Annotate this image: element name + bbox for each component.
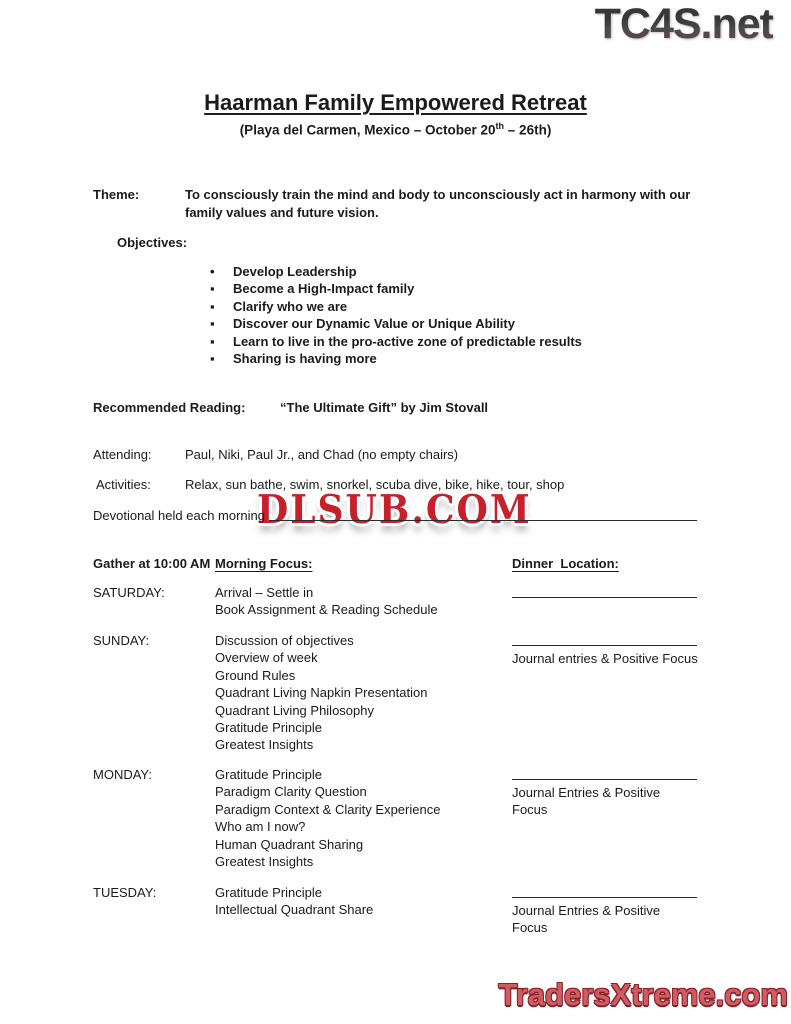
dinner-note: Journal entries & Positive Focus bbox=[512, 651, 698, 666]
objective-text: Clarify who we are bbox=[233, 298, 348, 314]
morning-item: Gratitude Principle bbox=[215, 720, 322, 736]
morning-item: Paradigm Clarity Question bbox=[215, 784, 367, 800]
objective-text: Discover our Dynamic Value or Unique Ability bbox=[233, 316, 515, 332]
objective-text: Learn to live in the pro-active zone of predictable results bbox=[233, 333, 582, 349]
recommended-reading-row bbox=[93, 399, 488, 417]
list-item bbox=[210, 333, 582, 350]
morning-item: Quadrant Living Philosophy bbox=[215, 702, 374, 718]
morning-item: Arrival – Settle in bbox=[215, 585, 314, 600]
dlsub-watermark-logo: DLSUB.COM bbox=[257, 487, 532, 533]
morning-item: Ground Rules bbox=[215, 667, 296, 683]
subtitle-superscript: th bbox=[495, 121, 505, 131]
morning-item: Overview of week bbox=[215, 650, 318, 666]
page-subtitle bbox=[0, 121, 791, 138]
day-label: SATURDAY: bbox=[93, 585, 165, 600]
objective-text: Become a High-Impact family bbox=[233, 281, 415, 297]
bullet-icon: ▪ bbox=[210, 316, 215, 332]
subtitle-post: – 26th) bbox=[504, 122, 552, 138]
day-label: TUESDAY: bbox=[93, 885, 157, 900]
activities-label: Activities: bbox=[96, 477, 151, 492]
tc4s-watermark-logo: TC4S.net bbox=[594, 0, 773, 48]
objectives-label: Objectives: bbox=[117, 235, 188, 250]
table-row bbox=[93, 584, 698, 619]
tradersxtreme-watermark-logo: TradersXtreme.com bbox=[498, 977, 788, 1012]
morning-focus-cell bbox=[215, 884, 512, 937]
blank-line bbox=[512, 632, 697, 646]
blank-line bbox=[269, 507, 697, 521]
activities-row bbox=[96, 476, 564, 494]
morning-item: Paradigm Context & Clarity Experience bbox=[215, 801, 441, 817]
morning-item: Who am I now? bbox=[215, 819, 306, 835]
theme-label: Theme: bbox=[93, 187, 140, 202]
attending-value: Paul, Niki, Paul Jr., and Chad (no empty chairs) bbox=[185, 447, 459, 462]
attending-row bbox=[93, 446, 458, 464]
table-row bbox=[93, 632, 698, 754]
bullet-icon: ▪ bbox=[210, 298, 215, 314]
morning-focus-cell bbox=[215, 766, 512, 870]
column-header-dinner-location: Dinner Location: bbox=[512, 556, 619, 571]
devotional-row bbox=[93, 507, 697, 525]
dinner-location-cell bbox=[512, 632, 698, 754]
day-label: MONDAY: bbox=[93, 767, 152, 782]
column-header-gather: Gather at 10:00 AM bbox=[93, 556, 211, 571]
dinner-note: Journal Entries & Positive Focus bbox=[512, 903, 661, 936]
objective-text: Sharing is having more bbox=[233, 351, 377, 367]
list-item bbox=[210, 263, 582, 280]
dinner-note: Journal Entries & Positive Focus bbox=[512, 785, 661, 818]
bullet-icon: ▪ bbox=[210, 281, 215, 297]
schedule-header-row bbox=[93, 555, 698, 573]
theme-row bbox=[93, 186, 705, 221]
day-label: SUNDAY: bbox=[93, 633, 150, 648]
table-row bbox=[93, 766, 698, 870]
dinner-location-cell bbox=[512, 584, 698, 619]
morning-focus-cell bbox=[215, 632, 512, 754]
list-item bbox=[210, 315, 582, 332]
morning-item: Greatest Insights bbox=[215, 854, 314, 870]
list-item bbox=[210, 350, 582, 367]
devotional-text: Devotional held each morning bbox=[93, 508, 265, 523]
blank-line bbox=[512, 884, 697, 898]
activities-value: Relax, sun bathe, swim, snorkel, scuba dive, bike, hike, tour, shop bbox=[185, 477, 565, 492]
blank-line bbox=[512, 584, 697, 598]
recommended-reading-label: Recommended Reading: bbox=[93, 400, 246, 415]
morning-item: Discussion of objectives bbox=[215, 633, 354, 648]
recommended-reading-value: “The Ultimate Gift” by Jim Stovall bbox=[280, 400, 489, 415]
bullet-icon: ▪ bbox=[210, 351, 215, 367]
table-row bbox=[93, 884, 698, 937]
morning-item: Quadrant Living Napkin Presentation bbox=[215, 685, 428, 701]
bullet-icon: ▪ bbox=[210, 333, 215, 349]
page-title: Haarman Family Empowered Retreat bbox=[204, 90, 587, 115]
objectives-list bbox=[210, 263, 582, 367]
dinner-location-cell bbox=[512, 766, 698, 870]
list-item bbox=[210, 280, 582, 297]
morning-item: Intellectual Quadrant Share bbox=[215, 902, 374, 918]
column-header-morning-focus: Morning Focus: bbox=[215, 556, 313, 571]
dinner-location-cell bbox=[512, 884, 698, 937]
morning-item: Gratitude Principle bbox=[215, 885, 322, 900]
attending-label: Attending: bbox=[93, 447, 152, 462]
morning-item: Human Quadrant Sharing bbox=[215, 836, 364, 852]
subtitle-pre: (Playa del Carmen, Mexico – October 20 bbox=[239, 122, 496, 138]
morning-item: Greatest Insights bbox=[215, 737, 314, 753]
morning-item: Gratitude Principle bbox=[215, 767, 322, 782]
theme-text: To consciously train the mind and body to unconsciously act in harmony with our family values and future vision. bbox=[185, 187, 691, 220]
blank-line bbox=[512, 766, 697, 780]
objective-text: Develop Leadership bbox=[233, 264, 357, 279]
bullet-icon: • bbox=[210, 264, 215, 279]
morning-focus-cell bbox=[215, 584, 512, 619]
morning-item: Book Assignment & Reading Schedule bbox=[215, 602, 438, 618]
list-item bbox=[210, 298, 582, 315]
